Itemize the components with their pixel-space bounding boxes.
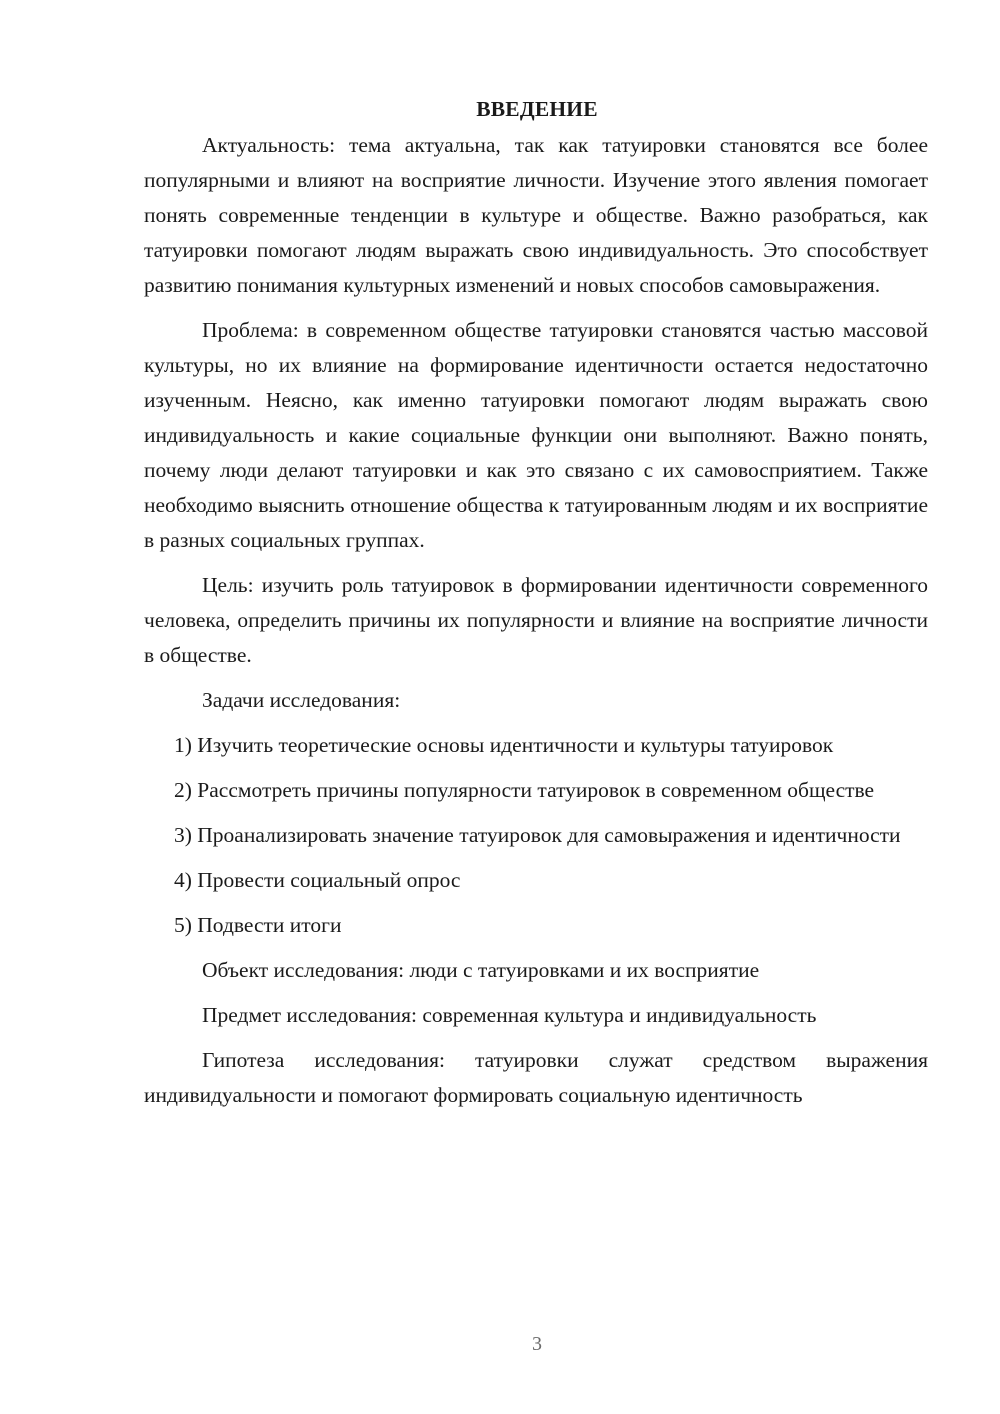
task-item: 4) Провести социальный опрос (174, 868, 461, 892)
task-item: 5) Подвести итоги (174, 913, 342, 937)
page-number: 3 (532, 1333, 542, 1355)
page-title: ВВЕДЕНИЕ (476, 97, 598, 121)
task-item: 3) Проанализировать значение татуировок для самовыражения и идентичности (174, 823, 901, 847)
document-page (144, 92, 928, 1123)
relevance-paragraph: Актуальность: тема актуальна, так как татуировки становятся все более популярными и влияют на восприятие личности. Изучение этого явления помогает понять современные тенденции в культуре и обществе. Важно разобраться, как татуировки помогают людям выражать свою индивидуальность. Это способствует развитию понимания культурных изменений и новых способов самовыражения. (144, 133, 928, 297)
hypothesis-paragraph: Гипотеза исследования: татуировки служат средством выражения индивидуальности и помогают формировать социальную идентичность (144, 1048, 928, 1107)
tasks-heading: Задачи исследования: (202, 688, 401, 712)
goal-paragraph: Цель: изучить роль татуировок в формировании идентичности современного человека, определить причины их популярности и влияние на восприятие личности в обществе. (144, 573, 928, 667)
task-item: 2) Рассмотреть причины популярности татуировок в современном обществе (174, 778, 875, 802)
object-paragraph: Объект исследования: люди с татуировками и их восприятие (202, 958, 760, 982)
task-item: 1) Изучить теоретические основы идентичности и культуры татуировок (174, 733, 834, 757)
subject-paragraph: Предмет исследования: современная культура и индивидуальность (202, 1003, 817, 1027)
problem-paragraph: Проблема: в современном обществе татуировки становятся частью массовой культуры, но их влияние на формирование идентичности остается недостаточно изученным. Неясно, как именно татуировки помогают людям выражать свою индивидуальность и какие социальные функции они выполняют. Важно понять, почему люди делают татуировки и как это связано с их самовосприятием. Также необходимо выяснить отношение общества к татуированным людям и их восприятие в разных социальных группах. (144, 318, 928, 552)
